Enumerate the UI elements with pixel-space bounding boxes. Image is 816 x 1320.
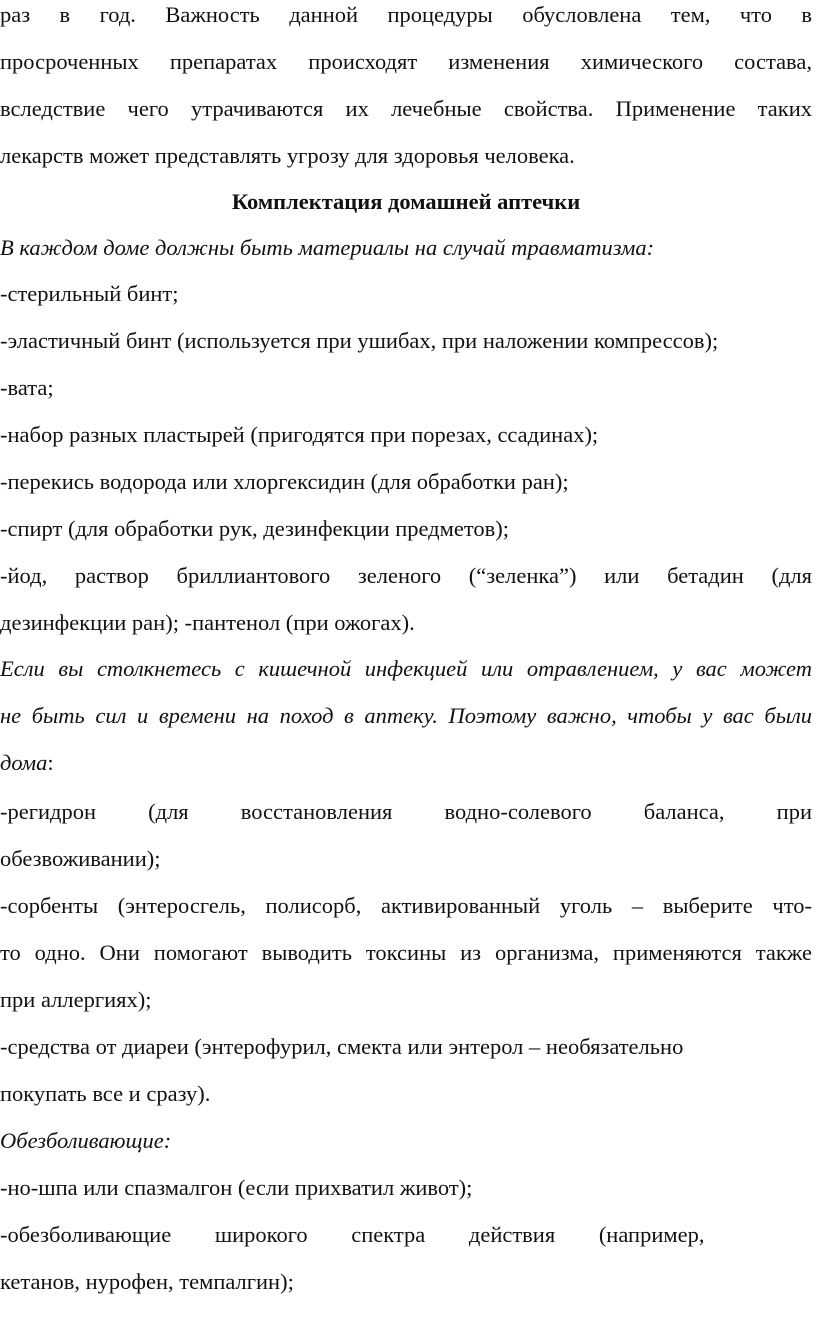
infection-intro-line: Если вы столкнетесь с кишечной инфекцией или отравлением, у вас может — [0, 656, 812, 681]
trauma-intro: В каждом доме должны быть материалы на случай травматизма: — [0, 235, 655, 260]
list-item: кетанов, нурофен, темпалгин); — [0, 1269, 294, 1294]
list-item: -йод, раствор бриллиантового зеленого (“зеленка”) или бетадин (для — [0, 563, 812, 588]
list-item: -но-шпа или спазмалгон (если прихватил живот); — [0, 1175, 473, 1200]
list-item: при аллергиях); — [0, 987, 152, 1012]
infection-intro-colon: : — [47, 750, 54, 775]
infection-intro-line: не быть сил и времени на поход в аптеку. Поэтому важно, чтобы у вас были — [0, 703, 812, 728]
list-item: -вата; — [0, 375, 54, 400]
paragraph-line: просроченных препаратах происходят изменения химического состава, — [0, 49, 812, 74]
list-item: -средства от диареи (энтерофурил, смекта или энтерол – необязательно — [0, 1034, 684, 1059]
list-item: -перекись водорода или хлоргексидин (для обработки ран); — [0, 469, 569, 494]
list-item: обезвоживании); — [0, 846, 161, 871]
list-item: -набор разных пластырей (пригодятся при порезах, ссадинах); — [0, 422, 599, 447]
list-item: то одно. Они помогают выводить токсины из организма, применяются также — [0, 940, 812, 965]
paragraph-line: раз в год. Важность данной процедуры обусловлена тем, что в — [0, 2, 812, 27]
paragraph-line: лекарств может представлять угрозу для здоровья человека. — [0, 143, 575, 168]
painkillers-intro: Обезболивающие: — [0, 1128, 172, 1153]
section-heading: Комплектация домашней аптечки — [231, 189, 581, 214]
list-item: дезинфекции ран); -пантенол (при ожогах). — [0, 610, 415, 635]
list-item: -стерильный бинт; — [0, 281, 179, 306]
list-item: -спирт (для обработки рук, дезинфекции предметов); — [0, 516, 509, 541]
infection-intro-line — [0, 748, 812, 778]
infection-intro-word: дома — [0, 750, 48, 775]
list-item: покупать все и сразу). — [0, 1081, 211, 1106]
list-item: -эластичный бинт (используется при ушибах, при наложении компрессов); — [0, 328, 719, 353]
list-item: -сорбенты (энтеросгель, полисорб, активированный уголь – выберите что- — [0, 893, 812, 918]
list-item: -обезболивающие широкого спектра действия (например, — [0, 1222, 705, 1247]
list-item: -регидрон (для восстановления водно-солевого баланса, при — [0, 799, 812, 824]
paragraph-line: вследствие чего утрачиваются их лечебные свойства. Применение таких — [0, 96, 812, 121]
